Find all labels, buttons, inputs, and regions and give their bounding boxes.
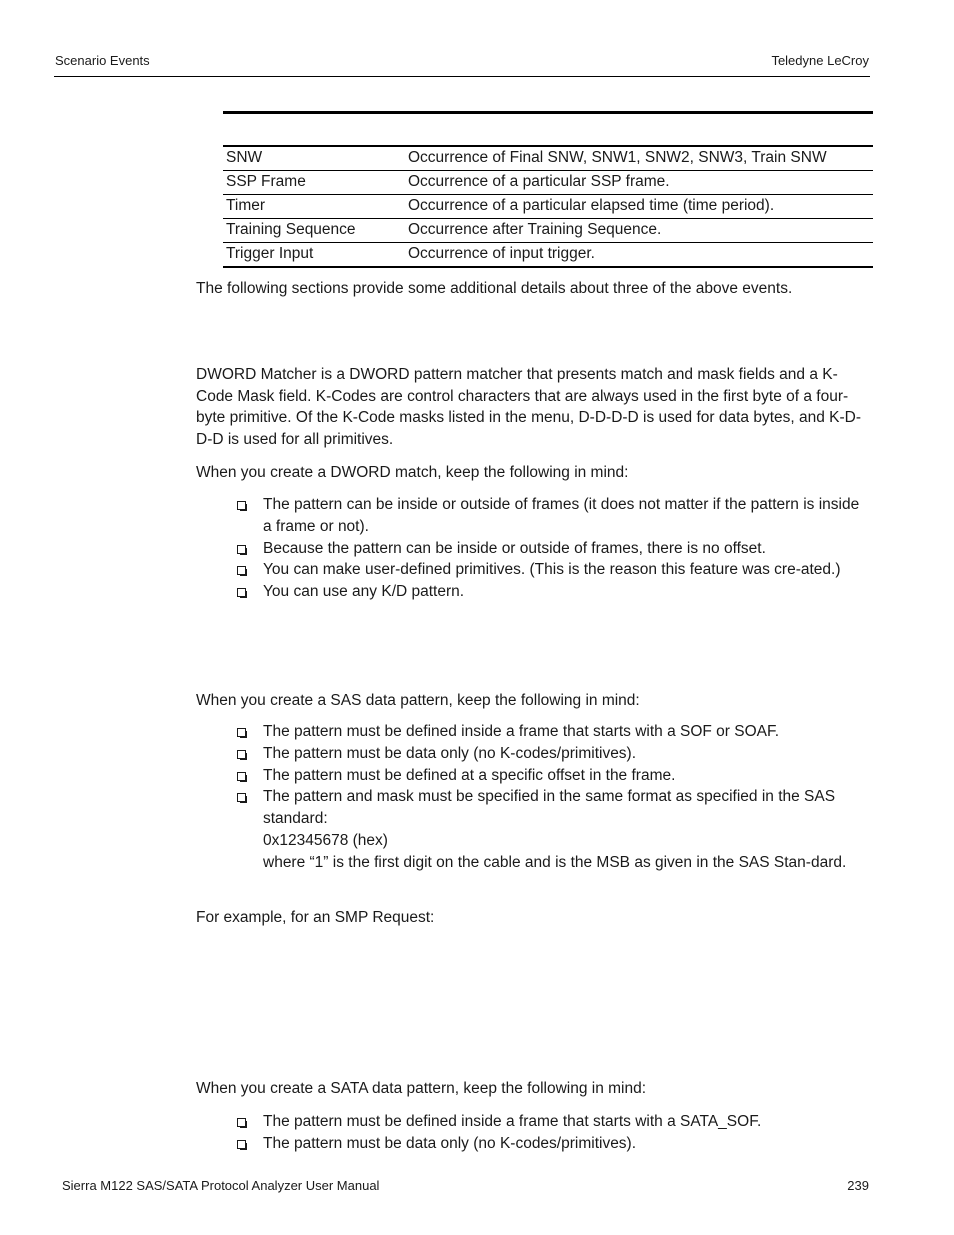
list-item: The pattern can be inside or outside of frames (it does not matter if the pattern is inside a frame or not). [236, 494, 870, 538]
list-item: The pattern must be defined at a specific offset in the frame. [236, 765, 870, 787]
table-row [223, 195, 873, 219]
table-row [223, 146, 873, 171]
scenario-events-table [223, 145, 873, 268]
sas-bullet-list [236, 721, 870, 874]
hex-example: 0x12345678 (hex) [263, 831, 388, 849]
list-item: The pattern must be defined inside a frame that starts with a SOF or SOAF. [236, 721, 870, 743]
table-cell-event: Trigger Input [226, 245, 314, 262]
table-cell-event: Timer [226, 197, 266, 214]
table-cell-event: Training Sequence [226, 221, 356, 238]
dword-bullet-list [236, 494, 870, 603]
list-item: The pattern must be defined inside a frame that starts with a SATA_SOF. [236, 1111, 870, 1133]
footer-title: Sierra M122 SAS/SATA Protocol Analyzer User Manual [62, 1178, 380, 1193]
smp-example-text: For example, for an SMP Request: [196, 909, 435, 926]
list-item: You can make user-defined primitives. (This is the reason this feature was cre-ated.) [236, 559, 870, 581]
checkbox-bullet-icon [237, 728, 246, 737]
page-number: 239 [847, 1178, 869, 1193]
checkbox-bullet-icon [237, 1140, 246, 1149]
checkbox-bullet-icon [237, 772, 246, 781]
table-row [223, 243, 873, 268]
checkbox-bullet-icon [237, 1118, 246, 1127]
checkbox-bullet-icon [237, 545, 246, 554]
checkbox-bullet-icon [237, 588, 246, 597]
table-cell-event: SSP Frame [226, 173, 306, 190]
table-top-rule [223, 111, 873, 114]
list-item: The pattern must be data only (no K-codes/primitives). [236, 743, 870, 765]
table-cell-description: Occurrence of a particular elapsed time (time period). [408, 197, 775, 214]
table-row [223, 219, 873, 243]
list-item: You can use any K/D pattern. [236, 581, 870, 603]
table-cell-description: Occurrence of input trigger. [408, 245, 595, 262]
dword-matcher-paragraph: DWORD Matcher is a DWORD pattern matcher that presents match and mask fields and a K-Code Mask field. K-Codes are control characters that are always used in the first byte of a four-byte primitive. Of the K-Code masks listed in the menu, D-D-D-D is used for data bytes, and K-D-D-D is used for all primitives. [196, 366, 862, 448]
running-header-section: Scenario Events [55, 53, 150, 68]
checkbox-bullet-icon [237, 501, 246, 510]
list-item: Because the pattern can be inside or outside of frames, there is no offset. [236, 538, 870, 560]
dword-lead-text: When you create a DWORD match, keep the following in mind: [196, 464, 629, 481]
running-header-brand: Teledyne LeCroy [771, 53, 869, 68]
list-item: The pattern must be data only (no K-codes/primitives). [236, 1133, 870, 1155]
header-rule [54, 76, 870, 77]
table-cell-description: Occurrence of Final SNW, SNW1, SNW2, SNW3, Train SNW [408, 149, 827, 166]
checkbox-bullet-icon [237, 750, 246, 759]
table-cell-event: SNW [226, 149, 263, 166]
sas-lead-text: When you create a SAS data pattern, keep the following in mind: [196, 692, 640, 709]
sata-bullet-list [236, 1111, 870, 1155]
checkbox-bullet-icon [237, 793, 246, 802]
sata-lead-text: When you create a SATA data pattern, keep the following in mind: [196, 1080, 647, 1097]
table-cell-description: Occurrence after Training Sequence. [408, 221, 662, 238]
table-cell-description: Occurrence of a particular SSP frame. [408, 173, 670, 190]
intro-paragraph: The following sections provide some additional details about three of the above events. [196, 280, 793, 297]
checkbox-bullet-icon [237, 566, 246, 575]
list-item: The pattern and mask must be specified in the same format as specified in the SAS standard: 0x12345678 (hex) where “1” is the first digit on the cable and is the MSB as given in the SAS Stan-dard. [236, 786, 870, 873]
table-row [223, 171, 873, 195]
